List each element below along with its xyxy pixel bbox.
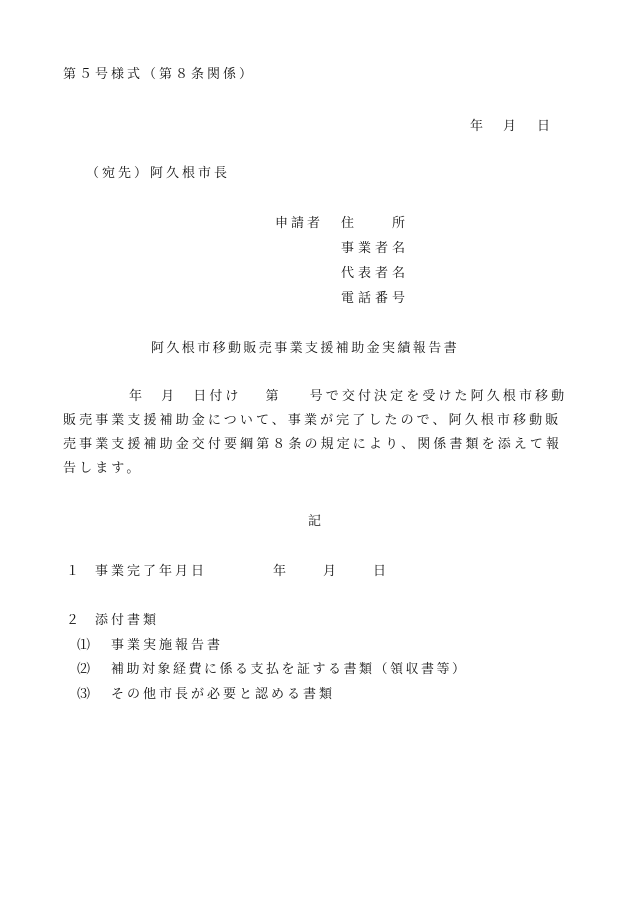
addressee: （宛先）阿久根市長 bbox=[86, 166, 231, 181]
attachment-text: 補助対象経費に係る支払を証する書類（領収書等） bbox=[111, 662, 468, 677]
applicant-representative-label: 代表者名 bbox=[341, 266, 410, 281]
date-day: 日 bbox=[537, 119, 554, 134]
document-title: 阿久根市移動販売事業支援補助金実績報告書 bbox=[151, 341, 460, 356]
attachment-text: 事業実施報告書 bbox=[111, 638, 224, 653]
body-rest: 号で交付決定を受けた阿久根市移動販売事業支援補助金について、事業が完了したので、阿久根市移動販売事業支援補助金交付要綱第８条の規定により、関係書類を添えて報告します。 bbox=[63, 389, 568, 476]
body-date-day: 日付け bbox=[193, 389, 242, 404]
attachment-number: ⑶ bbox=[77, 687, 94, 702]
item-1-day: 日 bbox=[373, 564, 390, 579]
item-2-number: ２ bbox=[66, 613, 83, 628]
attachment-text: その他市長が必要と認める書類 bbox=[111, 687, 336, 702]
date-year: 年 bbox=[470, 119, 487, 134]
item-1-number: １ bbox=[66, 564, 83, 579]
item-1-year: 年 bbox=[273, 564, 290, 579]
attachment-number: ⑴ bbox=[77, 638, 94, 653]
body-date-month: 月 bbox=[161, 389, 178, 404]
ki-heading: 記 bbox=[308, 514, 325, 529]
attachment-number: ⑵ bbox=[77, 662, 94, 677]
date-month: 月 bbox=[503, 119, 520, 134]
body-paragraph bbox=[63, 385, 573, 481]
item-1-month: 月 bbox=[323, 564, 340, 579]
body-number-prefix: 第 bbox=[265, 389, 282, 404]
applicant-phone-label: 電話番号 bbox=[341, 291, 410, 306]
item-1-label: 事業完了年月日 bbox=[95, 564, 208, 579]
applicant-address-label: 住 所 bbox=[341, 216, 410, 231]
applicant-heading: 申請者 bbox=[275, 216, 324, 231]
applicant-business-name-label: 事業者名 bbox=[341, 241, 410, 256]
item-2-label: 添付書類 bbox=[95, 613, 160, 628]
form-label: 第５号様式（第８条関係） bbox=[63, 67, 256, 82]
body-date-year: 年 bbox=[129, 389, 146, 404]
